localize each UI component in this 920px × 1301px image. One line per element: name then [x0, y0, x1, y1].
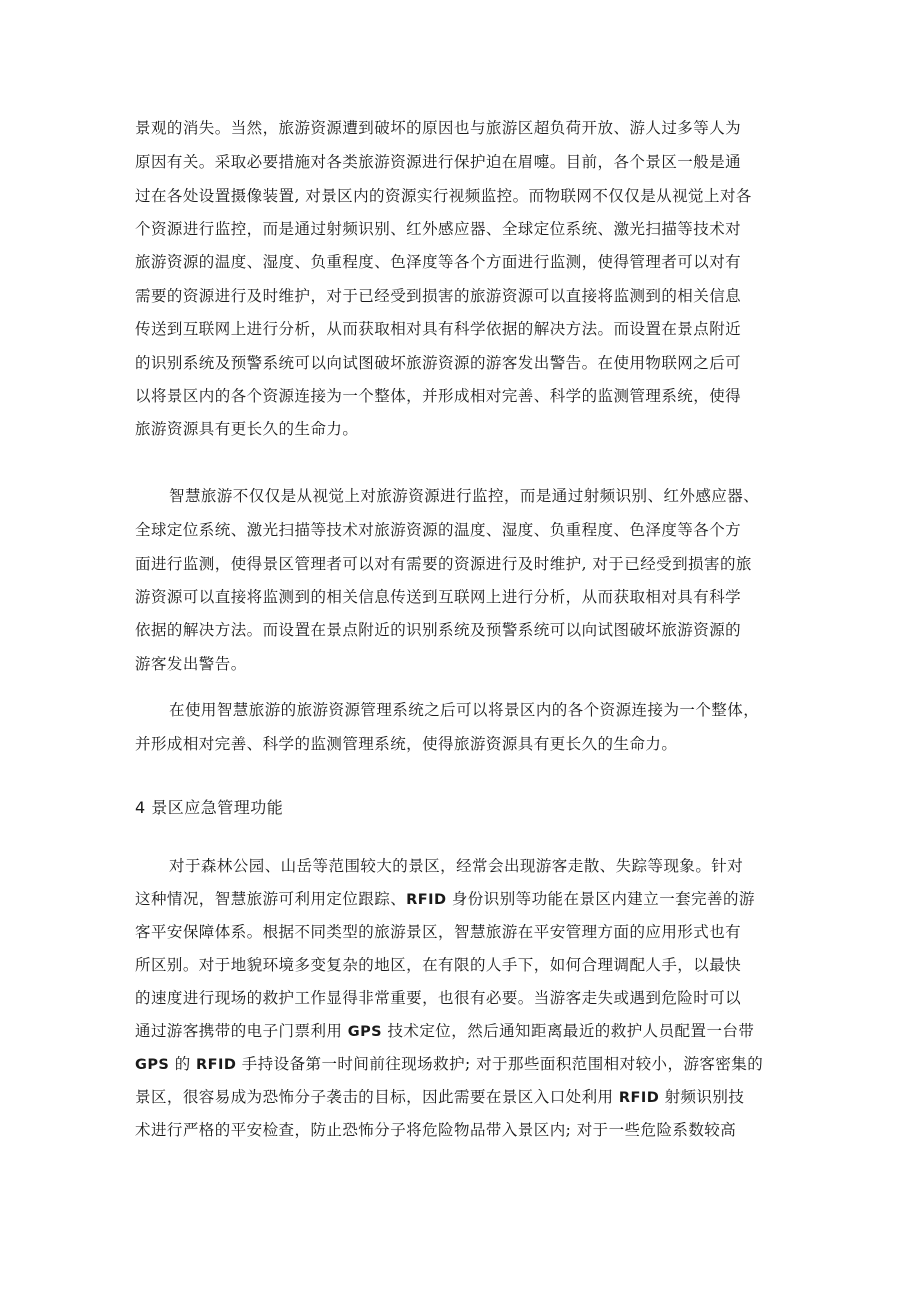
- text-line: [169, 856, 743, 876]
- text-line: 旅游资源的温度、湿度、负重程度、色泽度等各个方面进行监测，使得管理者可以对有: [135, 253, 742, 271]
- keyword: GPS: [347, 1024, 383, 1040]
- text-segment: 景区，很容易成为恐怖分子袭击的目标，因此需要在景区入口处利用: [135, 1088, 619, 1106]
- text-line: [135, 955, 741, 975]
- text-line: 游客发出警告。: [135, 655, 247, 673]
- text-line: 全球定位系统、激光扫描等技术对旅游资源的温度、湿度、负重程度、色泽度等各个方: [135, 521, 742, 539]
- text-segment: 的: [169, 1055, 197, 1073]
- text-line: [135, 1021, 754, 1042]
- text-line: 在使用智慧旅游的旅游资源管理系统之后可以将景区内的各个资源连接为一个整体，: [169, 701, 760, 719]
- text-line: [135, 988, 741, 1008]
- keyword: GPS: [135, 1057, 170, 1073]
- text-line: 需要的资源进行及时维护，对于已经受到损害的旅游资源可以直接将监测到的相关信息: [135, 287, 742, 305]
- text-line: 的识别系统及预警系统可以向试图破坏旅游资源的游客发出警告。在使用物联网之后可: [135, 354, 742, 372]
- section-heading: 4 景区应急管理功能: [135, 798, 284, 817]
- text-line: 过在各处设置摄像装置, 对景区内的资源实行视频监控。而物联网不仅仅是从视觉上对各: [135, 187, 752, 205]
- text-line: 依据的解决方法。而设置在景点附近的识别系统及预警系统可以向试图破坏旅游资源的: [135, 621, 742, 639]
- text-line: [135, 1054, 763, 1075]
- text-line: 传送到互联网上进行分析，从而获取相对具有科学依据的解决方法。而设置在景点附近: [135, 320, 742, 338]
- text-segment: 这种情况，智慧旅游可利用定位跟踪、: [135, 890, 407, 908]
- text-segment: 身份识别等功能在景区内建立一套完善的游: [446, 890, 755, 908]
- text-segment: 手持设备第一时间前往现场救护; 对于那些面积范围相对较小，游客密集的: [236, 1055, 764, 1073]
- text-line: [135, 889, 755, 910]
- text-segment: 术进行严格的平安检查，防止恐怖分子将危险物品带入景区内; 对于一些危险系数较高: [135, 1121, 737, 1139]
- text-line: [135, 922, 741, 942]
- text-segment: 通过游客携带的电子门票利用: [135, 1022, 348, 1040]
- text-line: 以将景区内的各个资源连接为一个整体，并形成相对完善、科学的监测管理系统，使得: [135, 387, 742, 405]
- text-line: 面进行监测，使得景区管理者可以对有需要的资源进行及时维护, 对于已经受到损害的旅: [135, 555, 752, 573]
- keyword: RFID: [196, 1057, 237, 1073]
- text-line: 旅游资源具有更长久的生命力。: [135, 420, 359, 438]
- text-line: 并形成相对完善、科学的监测管理系统，使得旅游资源具有更长久的生命力。: [135, 735, 678, 753]
- text-line: [135, 1120, 736, 1140]
- text-segment: 所区别。对于地貌环境多变复杂的地区，在有限的人手下，如何合理调配人手，以最快: [135, 956, 742, 974]
- text-segment: 射频识别技: [659, 1088, 745, 1106]
- text-line: 游资源可以直接将监测到的相关信息传送到互联网上进行分析，从而获取相对具有科学: [135, 588, 742, 606]
- text-line: 智慧旅游不仅仅是从视觉上对旅游资源进行监控，而是通过射频识别、红外感应器、: [169, 487, 760, 505]
- text-segment: 对于森林公园、山岳等范围较大的景区，经常会出现游客走散、失踪等现象。针对: [169, 857, 744, 875]
- keyword: RFID: [618, 1090, 660, 1106]
- text-segment: 客平安保障体系。根据不同类型的旅游景区，智慧旅游在平安管理方面的应用形式也有: [135, 923, 742, 941]
- keyword: RFID: [406, 892, 447, 908]
- text-line: 个资源进行监控，而是通过射频识别、红外感应器、全球定位系统、激光扫描等技术对: [135, 220, 742, 238]
- text-line: 原因有关。采取必要措施对各类旅游资源进行保护迫在眉嚏。目前，各个景区一般是通: [135, 153, 742, 171]
- text-segment: 技术定位，然后通知距离最近的救护人员配置一台带: [382, 1022, 755, 1040]
- text-line: 景观的消失。当然，旅游资源遭到破坏的原因也与旅游区超负荷开放、游人过多等人为: [135, 119, 742, 137]
- text-segment: 的速度进行现场的救护工作显得非常重要，也很有必要。当游客走失或遇到危险时可以: [135, 989, 742, 1007]
- text-line: [135, 1087, 744, 1108]
